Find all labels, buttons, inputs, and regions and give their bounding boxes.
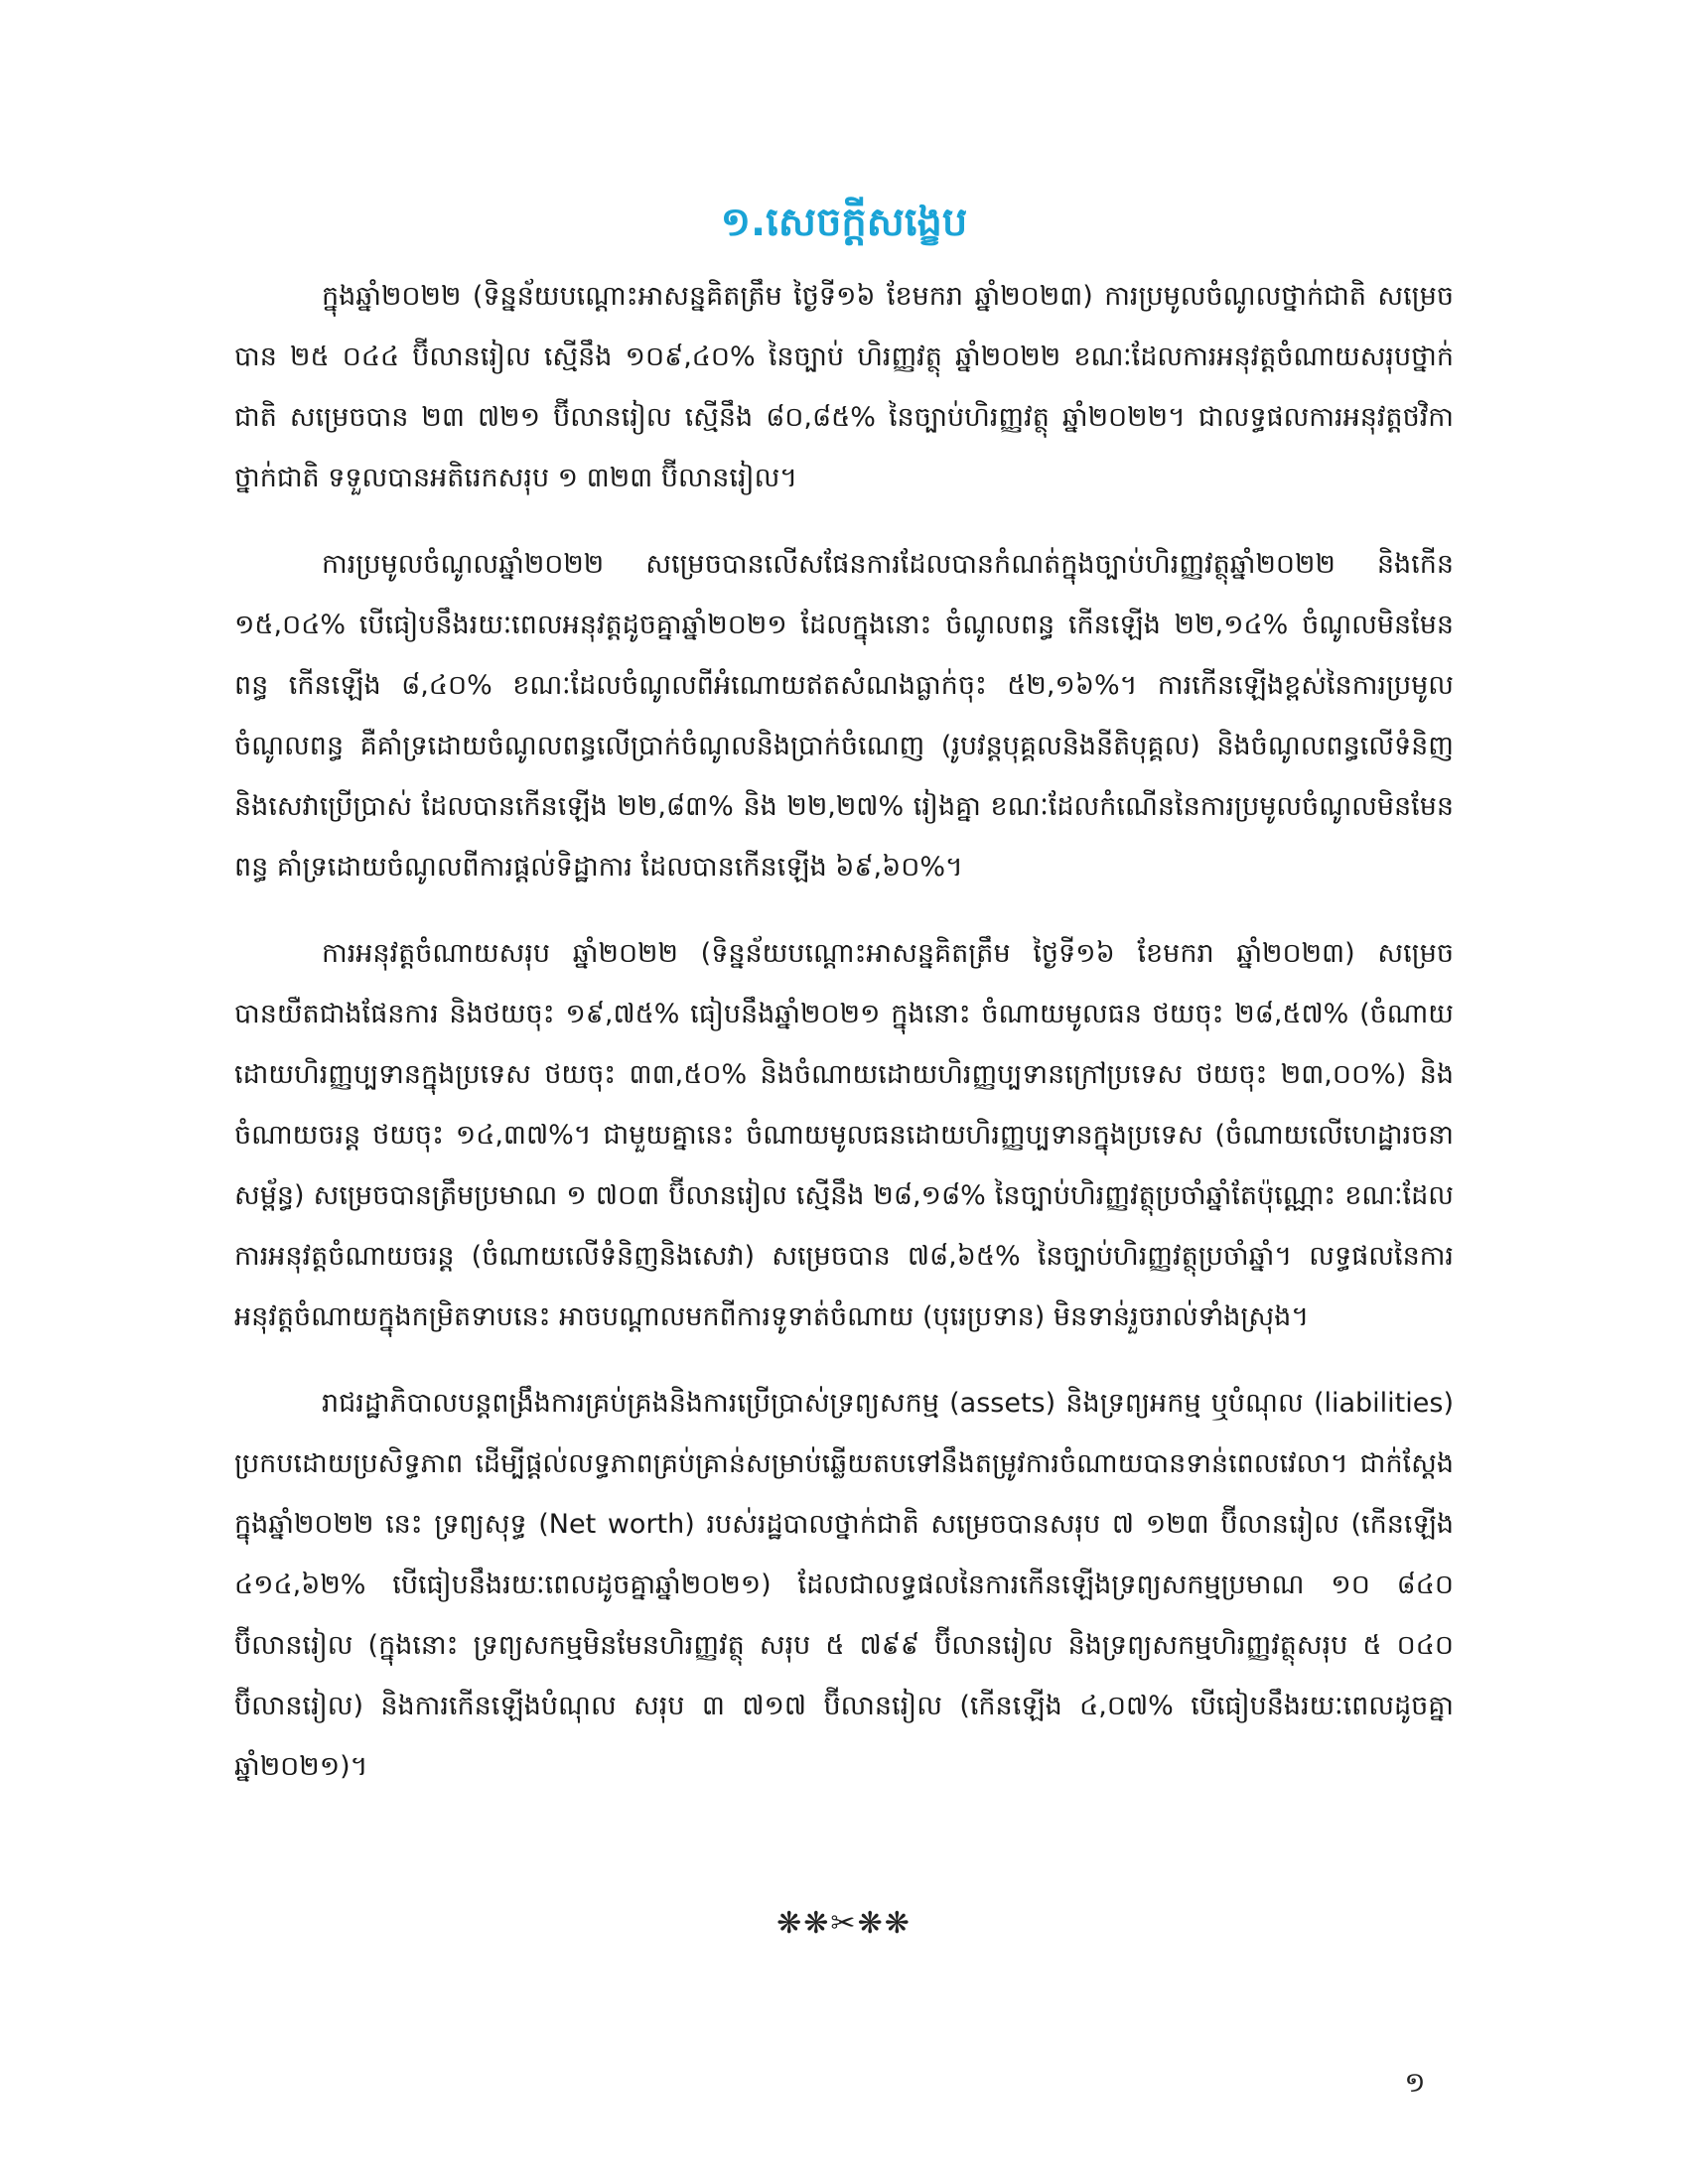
section-end-ornament: ❋❋✂❋❋: [776, 1906, 912, 1941]
section-title: ១.សេចក្ដីសង្ខេប: [720, 200, 968, 245]
paragraph-revenue-overview: ក្នុងឆ្នាំ២០២២ (ទិន្នន័យបណ្ដោះអាសន្នគិតត្រឹម ថ្ងៃទី១៦ ខែមករា ឆ្នាំ២០២៣) ការប្រមូលចំណូលថ្នាក់ជាតិ សម្រេចបាន ២៥ ០៤៤ ប៊ីលានរៀល ស្មើនឹង ១០៩,៤០% នៃច្បាប់ ហិរញ្ញវត្ថុ ឆ្នាំ២០២២ ខណៈដែលការអនុវត្តចំណាយសរុបថ្នាក់ជាតិ សម្រេចបាន ២៣ ៧២១ ប៊ីលានរៀល ស្មើនឹង ៨០,៨៥% នៃច្បាប់ហិរញ្ញវត្ថុ ឆ្នាំ២០២២។ ជាលទ្ធផលការអនុវត្តថវិកាថ្នាក់ជាតិ ទទួលបានអតិរេកសរុប ១ ៣២៣ ប៊ីលានរៀល។: [234, 281, 1454, 493]
paragraph-revenue-details: ការប្រមូលចំណូលឆ្នាំ២០២២ សម្រេចបានលើសផែនការដែលបានកំណត់ក្នុងច្បាប់ហិរញ្ញវត្ថុឆ្នាំ២០២២ និងកើន ១៥,០៤% បើធៀបនឹងរយៈពេលអនុវត្តដូចគ្នាឆ្នាំ២០២១ ដែលក្នុងនោះ ចំណូលពន្ធ កើនឡើង ២២,១៤% ចំណូលមិនមែនពន្ធ កើនឡើង ៨,៤០% ខណៈដែលចំណូលពីអំណោយឥតសំណងធ្លាក់ចុះ ៥២,១៦%។ ការកើនឡើងខ្ពស់នៃការប្រមូលចំណូលពន្ធ គឺគាំទ្រដោយចំណូលពន្ធលើប្រាក់ចំណូលនិងប្រាក់ចំណេញ (រូបវន្តបុគ្គលនិងនីតិបុគ្គល) និងចំណូលពន្ធលើទំនិញ និងសេវាប្រើប្រាស់ ដែលបានកើនឡើង ២២,៨៣% និង ២២,២៧% រៀងគ្នា ខណៈដែលកំណើននៃការប្រមូលចំណូលមិនមែនពន្ធ គាំទ្រដោយចំណូលពីការផ្ដល់ទិដ្ឋាការ ដែលបានកើនឡើង ៦៩,៦០%។: [234, 549, 1454, 883]
paragraph-expenditure: ការអនុវត្តចំណាយសរុប ឆ្នាំ២០២២ (ទិន្នន័យបណ្ដោះអាសន្នគិតត្រឹម ថ្ងៃទី១៦ ខែមករា ឆ្នាំ២០២៣) សម្រេចបានយឺតជាងផែនការ និងថយចុះ ១៩,៧៥% ធៀបនឹងឆ្នាំ២០២១ ក្នុងនោះ ចំណាយមូលធន ថយចុះ ២៨,៥៧% (ចំណាយដោយហិរញ្ញប្បទានក្នុងប្រទេស ថយចុះ ៣៣,៥០% និងចំណាយដោយហិរញ្ញប្បទានក្រៅប្រទេស ថយចុះ ២៣,០០%) និងចំណាយចរន្ត ថយចុះ ១៤,៣៧%។ ជាមួយគ្នានេះ ចំណាយមូលធនដោយហិរញ្ញប្បទានក្នុងប្រទេស (ចំណាយលើហេដ្ឋារចនាសម្ព័ន្ធ) សម្រេចបានត្រឹមប្រមាណ ១ ៧០៣ ប៊ីលានរៀល ស្មើនឹង ២៨,១៨% នៃច្បាប់ហិរញ្ញវត្ថុប្រចាំឆ្នាំតែប៉ុណ្ណោះ ខណៈដែលការអនុវត្តចំណាយចរន្ត (ចំណាយលើទំនិញនិងសេវា) សម្រេចបាន ៧៨,៦៥% នៃច្បាប់ហិរញ្ញវត្ថុប្រចាំឆ្នាំ។ លទ្ធផលនៃការអនុវត្តចំណាយក្នុងកម្រិតទាបនេះ អាចបណ្ដាលមកពីការទូទាត់ចំណាយ (បុរេប្រទាន) មិនទាន់រួចរាល់ទាំងស្រុង។: [234, 938, 1454, 1332]
paragraph-assets-liabilities: រាជរដ្ឋាភិបាលបន្តពង្រឹងការគ្រប់គ្រងនិងការប្រើប្រាស់ទ្រព្យសកម្ម (assets) និងទ្រព្យអកម្ម ឬបំណុល (liabilities) ប្រកបដោយប្រសិទ្ធភាព ដើម្បីផ្ដល់លទ្ធភាពគ្រប់គ្រាន់សម្រាប់ឆ្លើយតបទៅនឹងតម្រូវការចំណាយបានទាន់ពេលវេលា។ ជាក់ស្ដែង ក្នុងឆ្នាំ២០២២ នេះ ទ្រព្យសុទ្ធ (Net worth) របស់រដ្ឋបាលថ្នាក់ជាតិ សម្រេចបានសរុប ៧ ១២៣ ប៊ីលានរៀល (កើនឡើង ៤១៤,៦២% បើធៀបនឹងរយៈពេលដូចគ្នាឆ្នាំ២០២១) ដែលជាលទ្ធផលនៃការកើនឡើងទ្រព្យសកម្មប្រមាណ ១០ ៨៤០ ប៊ីលានរៀល (ក្នុងនោះ ទ្រព្យសកម្មមិនមែនហិរញ្ញវត្ថុ សរុប ៥ ៧៩៩ ប៊ីលានរៀល និងទ្រព្យសកម្មហិរញ្ញវត្ថុសរុប ៥ ០៤០ ប៊ីលានរៀល) និងការកើនឡើងបំណុល សរុប ៣ ៧១៧ ប៊ីលានរៀល (កើនឡើង ៤,០៧% បើធៀបនឹងរយៈពេលដូចគ្នាឆ្នាំ២០២១)។: [234, 1388, 1454, 1782]
page-number: ១: [1404, 2066, 1426, 2099]
body-text: [234, 266, 1454, 1823]
